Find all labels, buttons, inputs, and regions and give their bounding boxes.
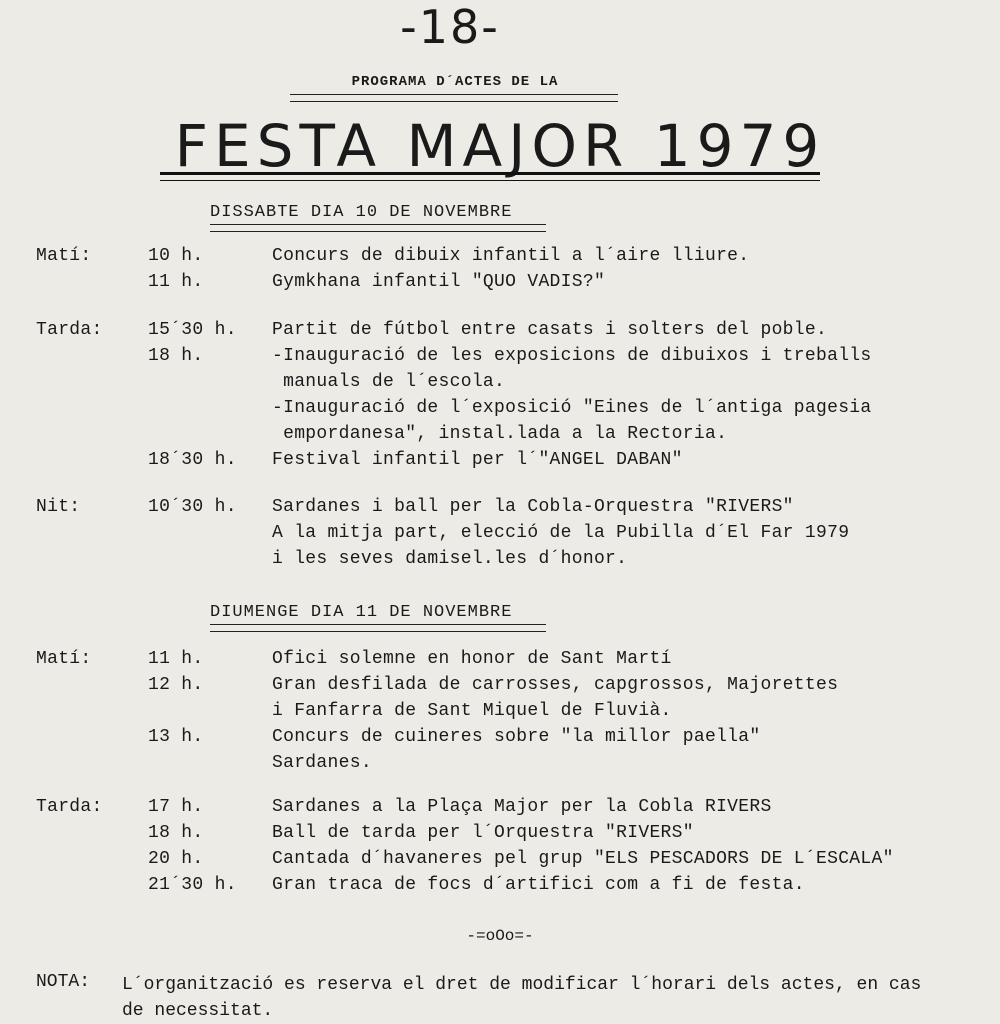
- note-label: NOTA:: [36, 972, 91, 992]
- schedule-period-label: Nit:: [36, 497, 81, 517]
- schedule-event-text: A la mitja part, elecció de la Pubilla d´El Far 1979: [272, 523, 850, 543]
- schedule-event-text: Ball de tarda per l´Orquestra "RIVERS": [272, 823, 694, 843]
- schedule-event-text: Sardanes.: [272, 753, 372, 773]
- day-heading-sunday: DIUMENGE DIA 11 DE NOVEMBRE: [210, 603, 513, 622]
- day-heading-underline: [210, 624, 546, 632]
- schedule-time: 12 h.: [148, 675, 204, 695]
- schedule-event-text: -Inauguració de les exposicions de dibuixos i treballs: [272, 346, 872, 366]
- schedule-time: 18 h.: [148, 823, 204, 843]
- schedule-time: 11 h.: [148, 272, 204, 292]
- schedule-time: 18´30 h.: [148, 450, 237, 470]
- schedule-event-text: -Inauguració de l´exposició "Eines de l´antiga pagesia: [272, 398, 872, 418]
- schedule-period-label: Matí:: [36, 246, 92, 266]
- schedule-time: 20 h.: [148, 849, 204, 869]
- day-heading-saturday: DISSABTE DIA 10 DE NOVEMBRE: [210, 203, 513, 222]
- schedule-event-text: Ofici solemne en honor de Sant Martí: [272, 649, 672, 669]
- schedule-event-text: Festival infantil per l´"ANGEL DABAN": [272, 450, 683, 470]
- schedule-event-text: i les seves damisel.les d´honor.: [272, 549, 628, 569]
- schedule-time: 17 h.: [148, 797, 204, 817]
- schedule-time: 10´30 h.: [148, 497, 237, 517]
- schedule-time: 13 h.: [148, 727, 204, 747]
- schedule-period-label: Tarda:: [36, 797, 103, 817]
- schedule-event-text: Gran traca de focs d´artifici com a fi de festa.: [272, 875, 805, 895]
- schedule-time: 11 h.: [148, 649, 204, 669]
- note-text: L´organització es reserva el dret de modificar l´horari dels actes, en cas de necessitat.: [122, 975, 922, 1021]
- schedule-time: 15´30 h.: [148, 320, 237, 340]
- schedule-event-text: Concurs de dibuix infantil a l´aire lliure.: [272, 246, 750, 266]
- schedule-time: 21´30 h.: [148, 875, 237, 895]
- schedule-event-text: Sardanes a la Plaça Major per la Cobla RIVERS: [272, 797, 772, 817]
- festival-title: FESTA MAJOR 1979: [174, 112, 826, 180]
- schedule-event-text: Concurs de cuineres sobre "la millor paella": [272, 727, 761, 747]
- schedule-event-text: Gymkhana infantil "QUO VADIS?": [272, 272, 606, 292]
- title-underline: [160, 172, 820, 181]
- day-heading-underline: [210, 224, 546, 232]
- program-subtitle: PROGRAMA D´ACTES DE LA: [351, 74, 559, 90]
- schedule-event-text: i Fanfarra de Sant Miquel de Fluvià.: [272, 701, 672, 721]
- separator-ornament: -=oOo=-: [466, 927, 534, 945]
- schedule-event-text: Gran desfilada de carrosses, capgrossos, Majorettes: [272, 675, 839, 695]
- schedule-time: 10 h.: [148, 246, 204, 266]
- page-number: -18-: [400, 0, 500, 54]
- subtitle-underline: [290, 94, 618, 102]
- bleed-through-decoration: [200, 0, 219, 70]
- schedule-time: 18 h.: [148, 346, 204, 366]
- schedule-event-text: Partit de fútbol entre casats i solters del poble.: [272, 320, 828, 340]
- schedule-event-text: manuals de l´escola.: [272, 372, 506, 392]
- schedule-event-text: empordanesa", instal.lada a la Rectoria.: [272, 424, 728, 444]
- schedule-event-text: Sardanes i ball per la Cobla-Orquestra "RIVERS": [272, 497, 794, 517]
- schedule-period-label: Matí:: [36, 649, 92, 669]
- schedule-period-label: Tarda:: [36, 320, 103, 340]
- schedule-event-text: Cantada d´havaneres pel grup "ELS PESCADORS DE L´ESCALA": [272, 849, 894, 869]
